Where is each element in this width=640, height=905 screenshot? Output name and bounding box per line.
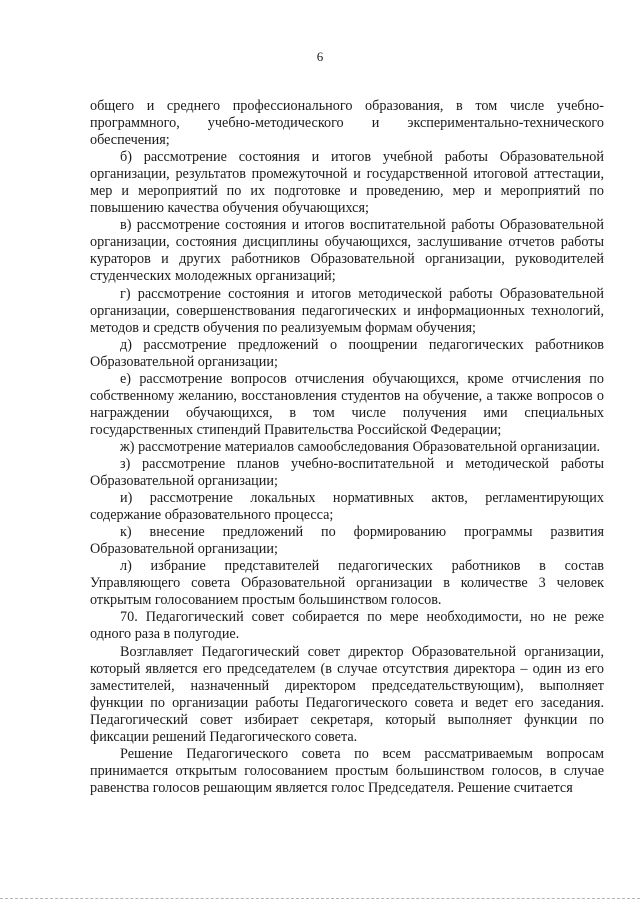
- paragraph-item-d: д) рассмотрение предложений о поощрении педагогических работников Образовательной организации;: [90, 336, 604, 370]
- paragraph-continuation: общего и среднего профессионального образования, в том числе учебно-программного, учебно-методического и экспериментально-технического обеспечения;: [90, 98, 604, 149]
- paragraph-item-k: к) внесение предложений по формированию программы развития Образовательной организации;: [90, 524, 604, 558]
- paragraph-item-b: б) рассмотрение состояния и итогов учебной работы Образовательной организации, результатов промежуточной и государственной итоговой аттестации, мер и мероприятий по их подготовке и проведению, мер и мероприятий по повышению качества обучения обучающихся;: [90, 149, 604, 217]
- paragraph-item-z: з) рассмотрение планов учебно-воспитательной и методической работы Образовательной организации;: [90, 455, 604, 490]
- paragraph-chair: Возглавляет Педагогический совет директор Образовательной организации, который является его председателем (в случае отсутствия директора – один из его заместителей, назначенный директором председательствующим), выполняет функции по организации работы Педагогического совета и ведет его заседания. Педагогический совет избирает секретаря, который выполняет функции по фиксации решений Педагогического совета.: [90, 643, 604, 745]
- page-bottom-rule: [0, 898, 640, 899]
- paragraph-item-l: л) избрание представителей педагогических работников в состав Управляющего совета Образовательной организации в количестве 3 человек открытым голосованием простым большинством голосов.: [90, 558, 604, 609]
- paragraph-decision: Решение Педагогического совета по всем рассматриваемым вопросам принимается открытым голосованием простым большинством голосов, в случае равенства голосов решающим является голос Председателя. Решение считается: [90, 745, 604, 796]
- paragraph-clause-70: 70. Педагогический совет собирается по мере необходимости, но не реже одного раза в полугодие.: [90, 609, 604, 643]
- body-text: [90, 98, 604, 797]
- paragraph-item-zh: ж) рассмотрение материалов самообследования Образовательной организации.: [120, 438, 601, 455]
- paragraph-item-v: в) рассмотрение состояния и итогов воспитательной работы Образовательной организации, состояния дисциплины обучающихся, заслушивание отчетов работы кураторов и других работников Образовательной организации, руководителей студенческих молодежных организаций;: [90, 217, 604, 285]
- paragraph-item-i: и) рассмотрение локальных нормативных актов, регламентирующих содержание образовательного процесса;: [90, 490, 604, 524]
- paragraph-item-g: г) рассмотрение состояния и итогов методической работы Образовательной организации, совершенствования педагогических и информационных технологий, методов и средств обучения по реализуемым формам обучения;: [90, 285, 604, 336]
- page-number: 6: [316, 49, 324, 64]
- paragraph-item-e: е) рассмотрение вопросов отчисления обучающихся, кроме отчисления по собственному желанию, восстановления студентов на обучение, а также вопросов о награждении обучающихся, в том числе получения ими специальных государственных стипендий Правительства Российской Федерации;: [90, 370, 604, 438]
